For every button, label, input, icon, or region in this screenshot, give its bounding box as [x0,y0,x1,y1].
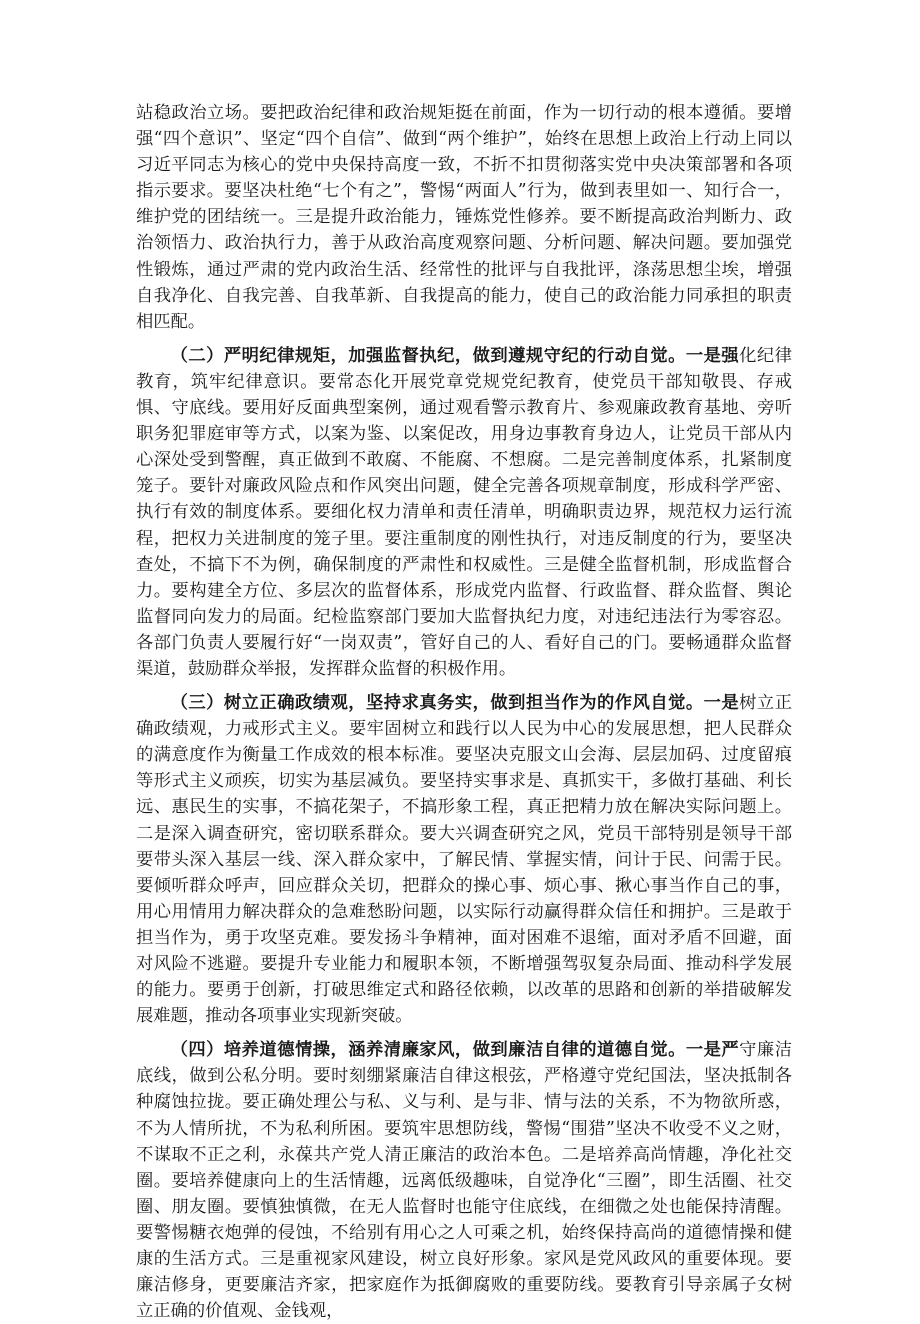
paragraph-body: 化纪律教育，筑牢纪律意识。要常态化开展党章党规党纪教育，使党员干部知敬畏、存戒惧、守底线。要用好反面典型案例，通过观看警示教育片、参观廉政教育基地、旁听职务犯罪庭审等方式，以案为鉴、以案促改，用身边事教育身边人，让党员干部从内心深处受到警醒，真正做到不敢腐、不能腐、不想腐。二是完善制度体系，扎紧制度笼子。要针对廉政风险点和作风突出问题，健全完善各项规章制度，形成科学严密、执行有效的制度体系。要细化权力清单和责任清单，明确职责边界，规范权力运行流程，把权力关进制度的笼子里。要注重制度的刚性执行，对违反制度的行为，要坚决查处，不搞下不为例，确保制度的严肃性和权威性。三是健全监督机制，形成监督合力。要构建全方位、多层次的监督体系，形成党内监督、行政监督、群众监督、舆论监督同向发力的局面。纪检监察部门要加大监督执纪力度，对违纪违法行为零容忍。各部门负责人要履行好“一岗双责”，管好自己的人、看好自己的门。要畅通群众监督渠道，鼓励群众举报，发挥群众监督的积极作用。 [136,345,792,679]
paragraph-body: 站稳政治立场。要把政治纪律和政治规矩挺在前面，作为一切行动的根本遵循。要增强“四个意识”、坚定“四个自信”、做到“两个维护”，始终在思想上政治上行动上同以习近平同志为核心的党中央保持高度一致，不折不扣贯彻落实党中央决策部署和各项指示要求。要坚决杜绝“七个有之”，警惕“两面人”行为，做到表里如一、知行合一，维护党的团结统一。三是提升政治能力，锤炼党性修养。要不断提高政治判断力、政治领悟力、政治执行力，善于从政治高度观察问题、分析问题、解决问题。要加强党性锻炼，通过严肃的党内政治生活、经常性的批评与自我批评，涤荡思想尘埃，增强自我净化、自我完善、自我革新、自我提高的能力，使自己的政治能力同承担的职责相匹配。 [136,103,792,332]
section-heading: （二）严明纪律规矩，加强监督执纪，做到遵规守纪的行动自觉。一是强 [170,345,740,366]
paragraph-section-2 [136,343,792,682]
paragraph-continuation [136,100,792,335]
paragraph-body: 守廉洁底线，做到公私分明。要时刻绷紧廉洁自律这根弦，严格遵守党纪国法，坚决抵制各种腐蚀拉拢。要正确处理公与私、义与利、是与非、情与法的关系，不为物欲所惑，不为人情所扰，不为私利所困。要筑牢思想防线，警惕“围猎”坚决不收受不义之财，不谋取不正之利，永葆共产党人清正廉洁的政治本色。二是培养高尚情趣，净化社交圈。要培养健康向上的生活情趣，远离低级趣味，自觉净化“三圈”，即生活圈、社交圈、朋友圈。要慎独慎微，在无人监督时也能守住底线，在细微之处也能保持清醒。要警惕糖衣炮弹的侵蚀，不给别有用心之人可乘之机，始终保持高尚的道德情操和健康的生活方式。三是重视家风建设，树立良好形象。家风是党风政风的重要体现。要廉洁修身，更要廉洁齐家，把家庭作为抵御腐败的重要防线。要教育引导亲属子女树立正确的价值观、金钱观， [136,1040,792,1322]
section-heading: （四）培养道德情操，涵养清廉家风，做到廉洁自律的道德自觉。一是严 [170,1040,740,1061]
document-page [136,100,792,1324]
paragraph-section-4 [136,1037,792,1324]
paragraph-section-3 [136,690,792,1029]
section-heading: （三）树立正确政绩观，坚持求真务实，做到担当作为的作风自觉。一是 [170,693,740,714]
paragraph-body: 树立正确政绩观，力戒形式主义。要牢固树立和践行以人民为中心的发展思想，把人民群众的满意度作为衡量工作成效的根本标准。要坚决克服文山会海、层层加码、过度留痕等形式主义顽疾，切实为基层减负。要坚持实事求是、真抓实干，多做打基础、利长远、惠民生的实事，不搞花架子，不搞形象工程，真正把精力放在解决实际问题上。二是深入调查研究，密切联系群众。要大兴调查研究之风，党员干部特别是领导干部要带头深入基层一线、深入群众家中，了解民情、掌握实情，问计于民、问需于民。要倾听群众呼声，回应群众关切，把群众的操心事、烦心事、揪心事当作自己的事，用心用情用力解决群众的急难愁盼问题，以实际行动赢得群众信任和拥护。三是敢于担当作为，勇于攻坚克难。要发扬斗争精神，面对困难不退缩，面对矛盾不回避，面对风险不逃避。要提升专业能力和履职本领，不断增强驾驭复杂局面、推动科学发展的能力。要勇于创新，打破思维定式和路径依赖，以改革的思路和创新的举措破解发展难题，推动各项事业实现新突破。 [136,693,792,1027]
